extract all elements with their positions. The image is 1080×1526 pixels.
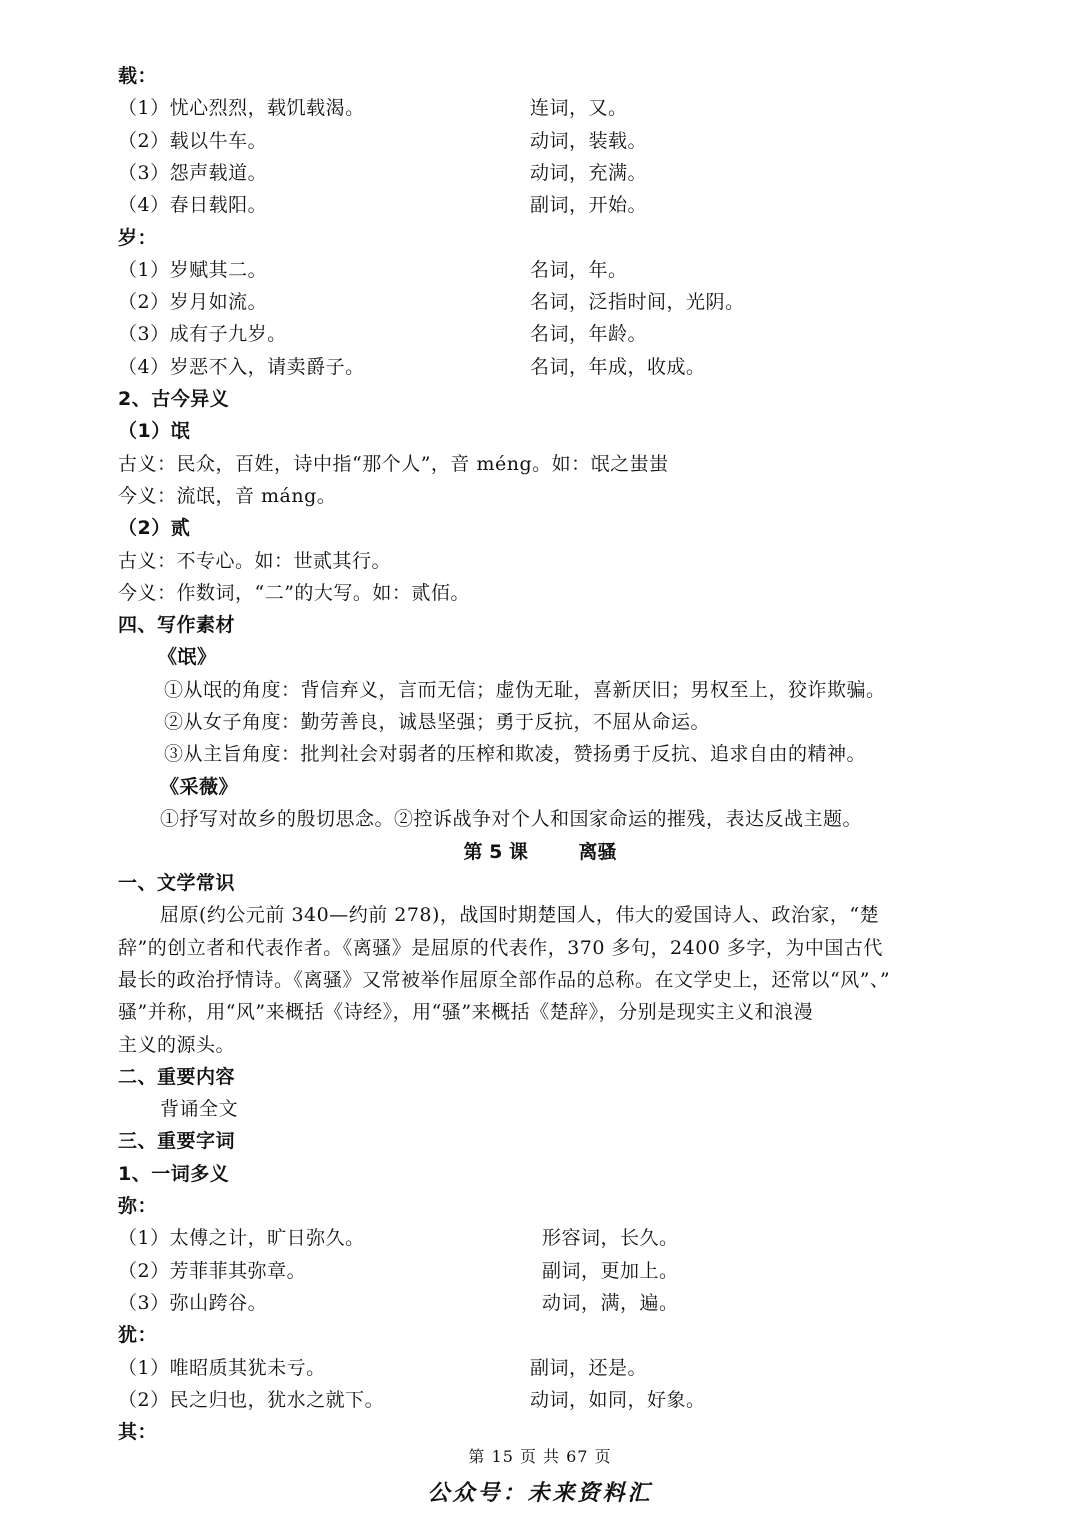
definition-gloss: 动词，满，遍。 [542, 1291, 679, 1314]
line-text: ①抒写对故乡的殷切思念。②控诉战争对个人和国家命运的摧残，表达反战主题。 [160, 807, 863, 830]
section-heading [118, 1319, 157, 1351]
line-text: （1）太傅之计，旷日弥久。 [118, 1227, 365, 1250]
line-text: 一、文学常识 [118, 872, 236, 894]
line-text: 《采薇》 [160, 775, 239, 798]
section-heading [118, 1190, 157, 1222]
section-heading [118, 60, 157, 92]
line-text: 古义：不专心。如：世贰其行。 [118, 549, 392, 572]
line-text: ②从女子角度：勤劳善良，诚恳坚强；勇于反抗，不屈从命运。 [164, 711, 711, 733]
line-text: 载： [118, 65, 158, 87]
section-heading [118, 1125, 235, 1157]
line-text: （3）弥山跨谷。 [118, 1291, 268, 1314]
lesson-title [0, 836, 1080, 868]
lesson-name: 离骚 [578, 841, 617, 863]
definition-gloss: 动词，充满。 [530, 161, 648, 184]
line-text: （4）岁恶不入，请卖爵子。 [118, 355, 365, 378]
section-heading [160, 771, 238, 803]
text-line [118, 448, 669, 480]
definition-row [118, 1384, 706, 1416]
line-text: （2）岁月如流。 [118, 291, 268, 314]
text-line [118, 480, 336, 512]
section-heading [118, 1061, 235, 1093]
line-text: （2）贰 [118, 517, 191, 540]
line-text: 2、古今异义 [118, 388, 230, 410]
definition-gloss: 名词，年。 [530, 258, 628, 281]
line-text: 三、重要字词 [118, 1130, 236, 1153]
line-text: （1）氓 [118, 420, 191, 443]
line-text: （1）唯昭质其犹未亏。 [118, 1356, 326, 1379]
text-line [118, 1029, 235, 1061]
section-heading [118, 383, 229, 415]
line-text: 今义：作数词，“二”的大写。如：贰佰。 [118, 581, 470, 604]
line-text: 犹： [118, 1324, 158, 1347]
definition-row [118, 1222, 679, 1254]
text-line [118, 964, 890, 996]
line-text: 其： [118, 1421, 158, 1444]
definition-row [118, 1352, 648, 1384]
definition-row [118, 189, 648, 221]
line-text: 背诵全文 [160, 1098, 239, 1121]
text-line [118, 577, 470, 609]
definition-gloss: 动词，装载。 [530, 129, 648, 152]
line-text: 骚”并称，用“风”来概括《诗经》，用“骚”来概括《楚辞》，分别是现实主义和浪漫 [118, 1001, 814, 1024]
line-text: 二、重要内容 [118, 1065, 236, 1088]
section-heading [118, 609, 235, 641]
line-text: （2）芳菲菲其弥章。 [118, 1259, 307, 1282]
page-number: 第 15 页 共 67 页 [468, 1447, 612, 1466]
line-text: ③从主旨角度：批判社会对弱者的压榨和欺凌，赞扬勇于反抗、追求自由的精神。 [164, 743, 867, 766]
line-text: （3）怨声载道。 [118, 161, 268, 184]
lesson-number: 第 5 课 [463, 841, 528, 863]
definition-gloss: 连词，又。 [530, 97, 628, 120]
line-text: （2）载以牛车。 [118, 129, 268, 152]
line-text: 古义：民众，百姓，诗中指“那个人”，音 méng。如：氓之蚩蚩 [118, 452, 669, 475]
line-text: ①从氓的角度：背信弃义，言而无信；虚伪无耻，喜新厌旧；男权至上，狡诈欺骗。 [164, 678, 886, 701]
text-line [160, 803, 862, 835]
definition-row [118, 351, 706, 383]
definition-gloss: 名词，年成，收成。 [530, 355, 706, 378]
definition-gloss: 副词，还是。 [530, 1356, 648, 1379]
line-text: （1）忧心烈烈，载饥载渴。 [118, 97, 365, 120]
definition-gloss: 形容词，长久。 [542, 1227, 679, 1250]
section-heading [158, 641, 217, 673]
section-heading [118, 512, 190, 544]
definition-gloss: 副词，开始。 [530, 194, 648, 217]
text-line [118, 545, 391, 577]
section-heading [118, 222, 157, 254]
definition-gloss: 动词，如同，好象。 [530, 1388, 706, 1411]
definition-row [118, 254, 628, 286]
definition-row [118, 125, 648, 157]
text-line [118, 996, 813, 1028]
line-text: （1）岁赋其二。 [118, 258, 268, 281]
text-line [118, 932, 883, 964]
line-text: （3）成有子九岁。 [118, 323, 287, 346]
text-line [160, 899, 879, 931]
line-text: （4）春日载阳。 [118, 194, 268, 217]
definition-gloss: 名词，泛指时间，光阴。 [530, 291, 745, 314]
line-text: 弥： [118, 1195, 158, 1217]
definition-gloss: 副词，更加上。 [542, 1259, 679, 1282]
line-text: 1、一词多义 [118, 1162, 230, 1185]
definition-row [118, 92, 628, 124]
line-text: 《氓》 [158, 646, 217, 669]
line-text: 岁： [118, 226, 158, 249]
text-line [164, 674, 886, 706]
line-text: 主义的源头。 [118, 1033, 236, 1056]
section-heading [118, 1158, 229, 1190]
line-text: 今义：流氓，音 máng。 [118, 484, 337, 507]
definition-row [118, 286, 745, 318]
definition-row [118, 1255, 679, 1287]
definition-gloss: 名词，年龄。 [530, 323, 648, 346]
definition-row [118, 157, 648, 189]
section-heading [118, 415, 190, 447]
line-text: 辞”的创立者和代表作者。《离骚》是屈原的代表作，370 多句，2400 多字，为中国古代 [118, 936, 883, 959]
text-line [164, 706, 710, 738]
text-line [160, 1093, 238, 1125]
section-heading [118, 867, 235, 899]
line-text: （2）民之归也，犹水之就下。 [118, 1388, 385, 1411]
text-line [164, 738, 866, 770]
definition-row [118, 318, 648, 350]
definition-row [118, 1287, 679, 1319]
line-text: 最长的政治抒情诗。《离骚》又常被举作屈原全部作品的总称。在文学史上，还常以“风”、” [118, 968, 891, 991]
line-text: 四、写作素材 [118, 614, 236, 637]
line-text: 屈原(约公元前 340—约前 278)，战国时期楚国人，伟大的爱国诗人、政治家，“楚 [160, 904, 880, 927]
brand-watermark: 公众号：未来资料汇 [427, 1480, 653, 1506]
